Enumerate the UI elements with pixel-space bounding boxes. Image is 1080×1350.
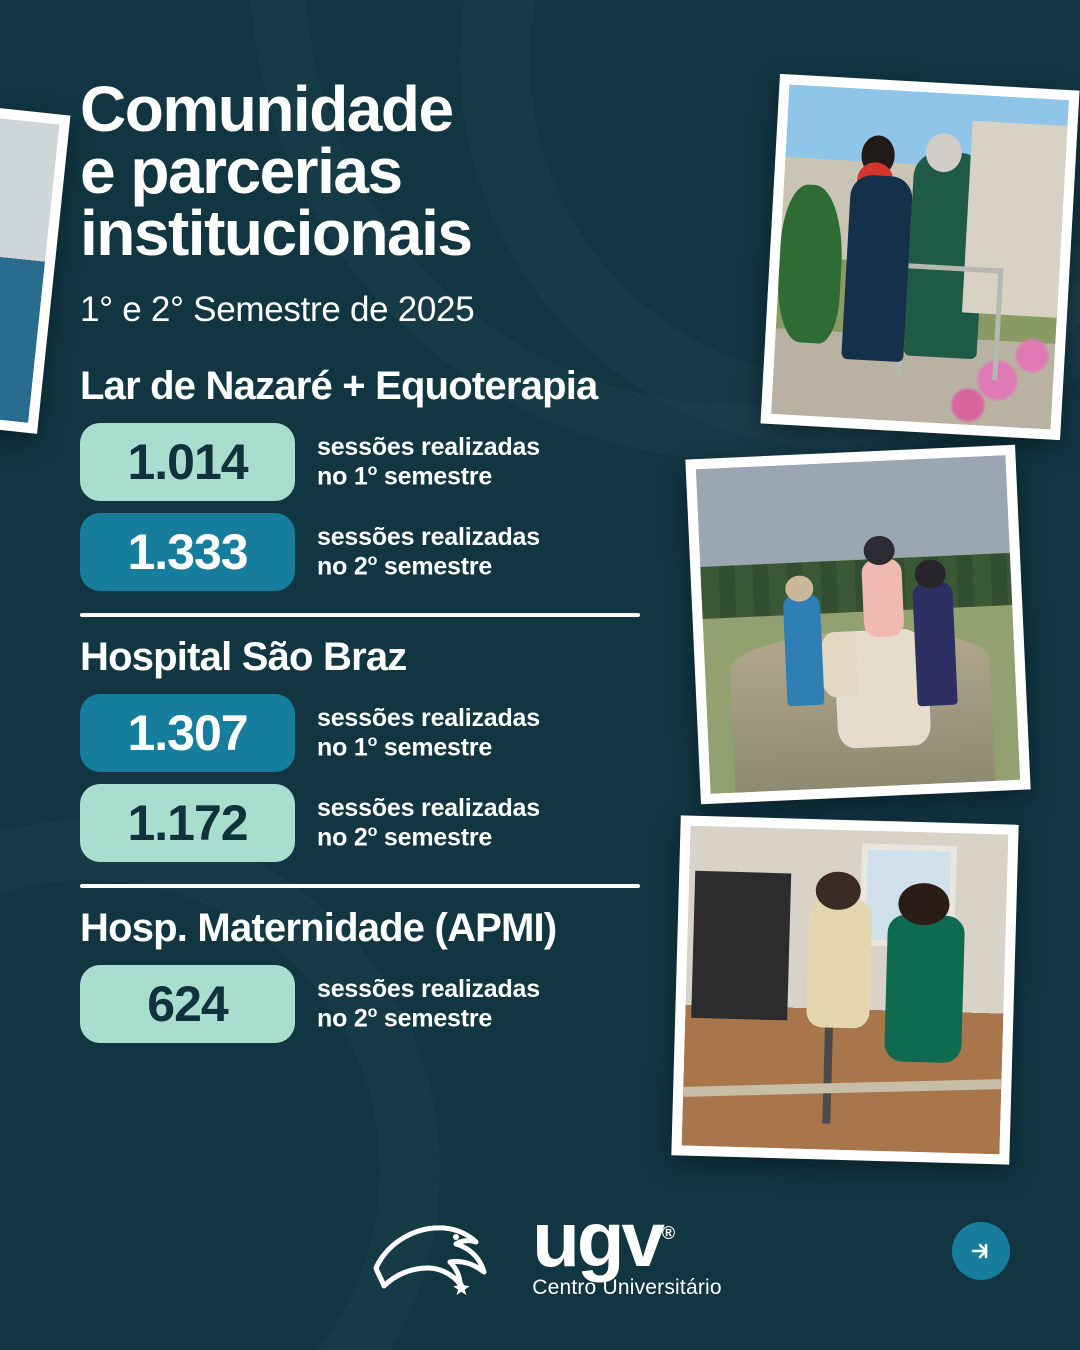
section-lar-de-nazare: [80, 364, 700, 591]
stat-value-pill: 1.014: [80, 423, 295, 501]
stat-label: [317, 975, 540, 1033]
stat-label-prefix: no 2: [317, 823, 368, 852]
stat-label-line-1: sessões realizadas: [317, 433, 540, 462]
photo-equoterapia: [685, 445, 1030, 805]
stat-label: [317, 433, 540, 491]
stat-label-suffix: semestre: [377, 552, 493, 581]
stat-label-suffix: semestre: [377, 1004, 493, 1033]
stat-label: [317, 704, 540, 762]
stat-label-line-1: sessões realizadas: [317, 975, 540, 1004]
section-title: Hosp. Maternidade (APMI): [80, 906, 557, 951]
stat-label: [317, 794, 540, 852]
stat-label-line-2: [317, 552, 540, 581]
page-subtitle: 1° e 2° Semestre de 2025: [80, 290, 475, 330]
stat-label-line-1: sessões realizadas: [317, 704, 540, 733]
stat-label-line-1: sessões realizadas: [317, 794, 540, 823]
brand-text: [532, 1194, 722, 1300]
section-divider: [80, 884, 640, 888]
page-title-line-2: e parcerias: [80, 135, 402, 208]
stat-row: [80, 784, 700, 862]
dove-icon: [358, 1206, 508, 1302]
photo-edge-partial: [0, 106, 70, 434]
section-hosp-maternidade-apmi: [80, 906, 700, 1043]
stat-row: [80, 513, 700, 591]
stat-label-line-2: [317, 462, 540, 491]
next-slide-button[interactable]: [952, 1222, 1010, 1280]
stat-value-pill: 1.307: [80, 694, 295, 772]
brand-name: [532, 1194, 722, 1283]
brand-registered-mark: ®: [661, 1222, 676, 1243]
stat-row: [80, 965, 700, 1043]
brand-logo: [358, 1194, 722, 1302]
stat-label-sup: o: [367, 823, 378, 841]
stat-label-suffix: semestre: [377, 733, 493, 762]
stat-label-line-1: sessões realizadas: [317, 523, 540, 552]
stat-label-sup: o: [367, 1004, 378, 1022]
stat-label-sup: o: [367, 462, 378, 480]
stat-label-prefix: no 2: [317, 1004, 368, 1033]
stat-value-pill: 1.333: [80, 513, 295, 591]
photo-fisioterapia: [671, 815, 1018, 1164]
stat-label-prefix: no 2: [317, 552, 368, 581]
brand-subtitle: Centro Universitário: [532, 1276, 722, 1300]
stat-value-pill: 624: [80, 965, 295, 1043]
stat-label-sup: o: [367, 552, 378, 570]
section-title: Lar de Nazaré + Equoterapia: [80, 364, 598, 409]
stat-label-prefix: no 1: [317, 733, 368, 762]
stat-row: [80, 694, 700, 772]
brand-name-text: ugv: [532, 1194, 662, 1283]
page-title-line-3: institucionais: [80, 197, 472, 270]
stat-label: [317, 523, 540, 581]
stat-label-suffix: semestre: [377, 462, 493, 491]
section-hospital-sao-braz: [80, 635, 700, 862]
page-title: [80, 73, 700, 270]
stat-label-line-2: [317, 733, 540, 762]
stat-label-sup: o: [367, 733, 378, 751]
section-divider: [80, 613, 640, 617]
stat-label-suffix: semestre: [377, 823, 493, 852]
section-title: Hospital São Braz: [80, 635, 407, 680]
arrow-right-circle-icon: [966, 1236, 996, 1266]
page-title-line-1: Comunidade: [80, 73, 453, 145]
stat-label-line-2: [317, 1004, 540, 1033]
footer: [0, 1194, 1080, 1302]
content-column: [80, 73, 700, 1055]
stat-row: [80, 423, 700, 501]
stat-value-pill: 1.172: [80, 784, 295, 862]
stat-label-line-2: [317, 823, 540, 852]
photo-assistance-walker: [760, 74, 1079, 440]
stat-label-prefix: no 1: [317, 462, 368, 491]
